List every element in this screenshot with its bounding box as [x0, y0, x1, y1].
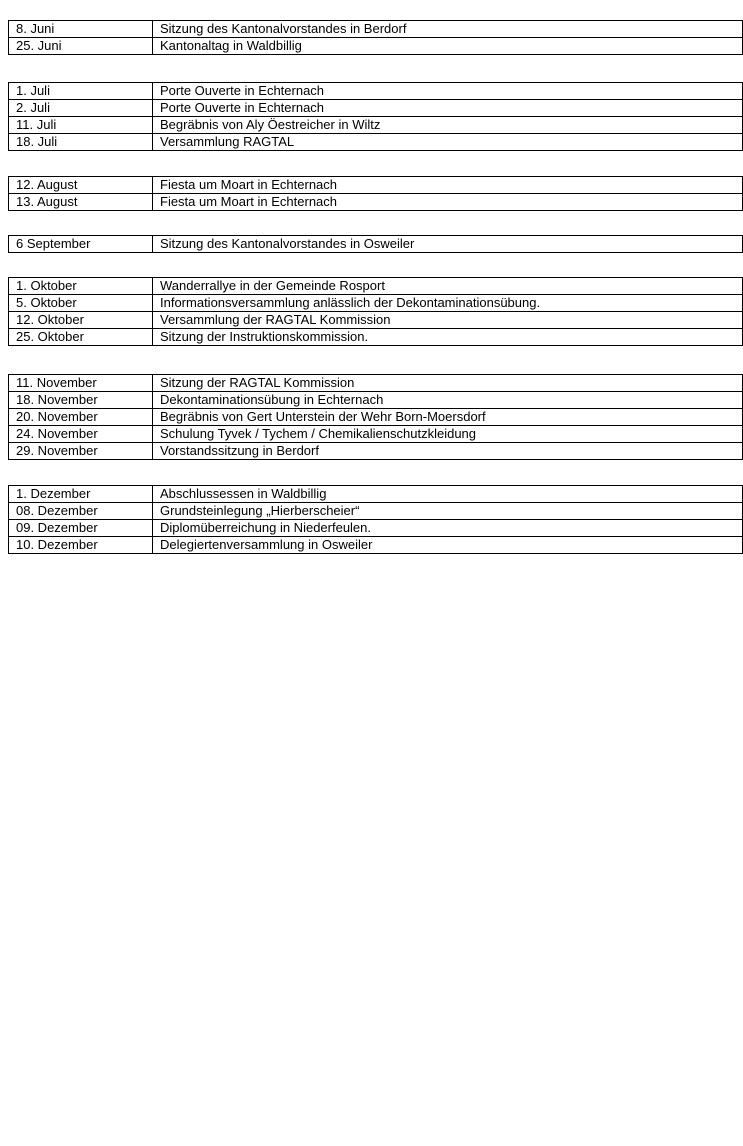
- event-date: 5. Oktober: [9, 295, 153, 312]
- event-description: Informationsversammlung anlässlich der Dekontaminationsübung.: [153, 295, 743, 312]
- event-description: Diplomüberreichung in Niederfeulen.: [153, 520, 743, 537]
- event-description: Schulung Tyvek / Tychem / Chemikalienschutzkleidung: [153, 426, 743, 443]
- table-juli: [8, 82, 743, 151]
- event-date: 29. November: [9, 443, 153, 460]
- event-date: 1. Dezember: [9, 486, 153, 503]
- table-row: [9, 83, 743, 100]
- event-date: 11. Juli: [9, 117, 153, 134]
- event-date: 12. August: [9, 177, 153, 194]
- event-description: Fiesta um Moart in Echternach: [153, 177, 743, 194]
- event-description: Kantonaltag in Waldbillig: [153, 38, 743, 55]
- event-description: Sitzung des Kantonalvorstandes in Osweiler: [153, 236, 743, 253]
- event-description: Porte Ouverte in Echternach: [153, 100, 743, 117]
- event-description: Porte Ouverte in Echternach: [153, 83, 743, 100]
- table-juni: [8, 20, 743, 55]
- event-description: Abschlussessen in Waldbillig: [153, 486, 743, 503]
- table-row: [9, 117, 743, 134]
- table-row: [9, 236, 743, 253]
- table-row: [9, 443, 743, 460]
- table-oktober: [8, 277, 743, 346]
- table-row: [9, 38, 743, 55]
- table-row: [9, 503, 743, 520]
- event-description: Sitzung der RAGTAL Kommission: [153, 375, 743, 392]
- event-description: Wanderrallye in der Gemeinde Rosport: [153, 278, 743, 295]
- table-row: [9, 392, 743, 409]
- table-row: [9, 426, 743, 443]
- event-description: Sitzung des Kantonalvorstandes in Berdorf: [153, 21, 743, 38]
- event-date: 6 September: [9, 236, 153, 253]
- event-description: Dekontaminationsübung in Echternach: [153, 392, 743, 409]
- table-row: [9, 312, 743, 329]
- table-row: [9, 537, 743, 554]
- table-row: [9, 194, 743, 211]
- event-date: 1. Juli: [9, 83, 153, 100]
- table-row: [9, 409, 743, 426]
- table-row: [9, 177, 743, 194]
- table-row: [9, 375, 743, 392]
- event-date: 24. November: [9, 426, 153, 443]
- event-description: Delegiertenversammlung in Osweiler: [153, 537, 743, 554]
- table-dezember: [8, 485, 743, 554]
- event-date: 25. Oktober: [9, 329, 153, 346]
- event-date: 18. November: [9, 392, 153, 409]
- table-row: [9, 100, 743, 117]
- table-row: [9, 21, 743, 38]
- event-description: Fiesta um Moart in Echternach: [153, 194, 743, 211]
- table-row: [9, 295, 743, 312]
- event-description: Vorstandssitzung in Berdorf: [153, 443, 743, 460]
- event-date: 8. Juni: [9, 21, 153, 38]
- event-date: 2. Juli: [9, 100, 153, 117]
- event-description: Sitzung der Instruktionskommission.: [153, 329, 743, 346]
- event-date: 12. Oktober: [9, 312, 153, 329]
- table-row: [9, 486, 743, 503]
- event-date: 13. August: [9, 194, 153, 211]
- table-august: [8, 176, 743, 211]
- event-date: 1. Oktober: [9, 278, 153, 295]
- table-row: [9, 278, 743, 295]
- table-row: [9, 329, 743, 346]
- event-description: Begräbnis von Aly Öestreicher in Wiltz: [153, 117, 743, 134]
- table-row: [9, 520, 743, 537]
- event-description: Grundsteinlegung „Hierberscheier“: [153, 503, 743, 520]
- event-description: Begräbnis von Gert Unterstein der Wehr Born-Moersdorf: [153, 409, 743, 426]
- table-row: [9, 134, 743, 151]
- event-date: 10. Dezember: [9, 537, 153, 554]
- table-september: [8, 235, 743, 253]
- event-description: Versammlung der RAGTAL Kommission: [153, 312, 743, 329]
- event-date: 25. Juni: [9, 38, 153, 55]
- event-date: 08. Dezember: [9, 503, 153, 520]
- event-date: 20. November: [9, 409, 153, 426]
- table-november: [8, 374, 743, 460]
- event-date: 11. November: [9, 375, 153, 392]
- event-date: 18. Juli: [9, 134, 153, 151]
- event-date: 09. Dezember: [9, 520, 153, 537]
- event-description: Versammlung RAGTAL: [153, 134, 743, 151]
